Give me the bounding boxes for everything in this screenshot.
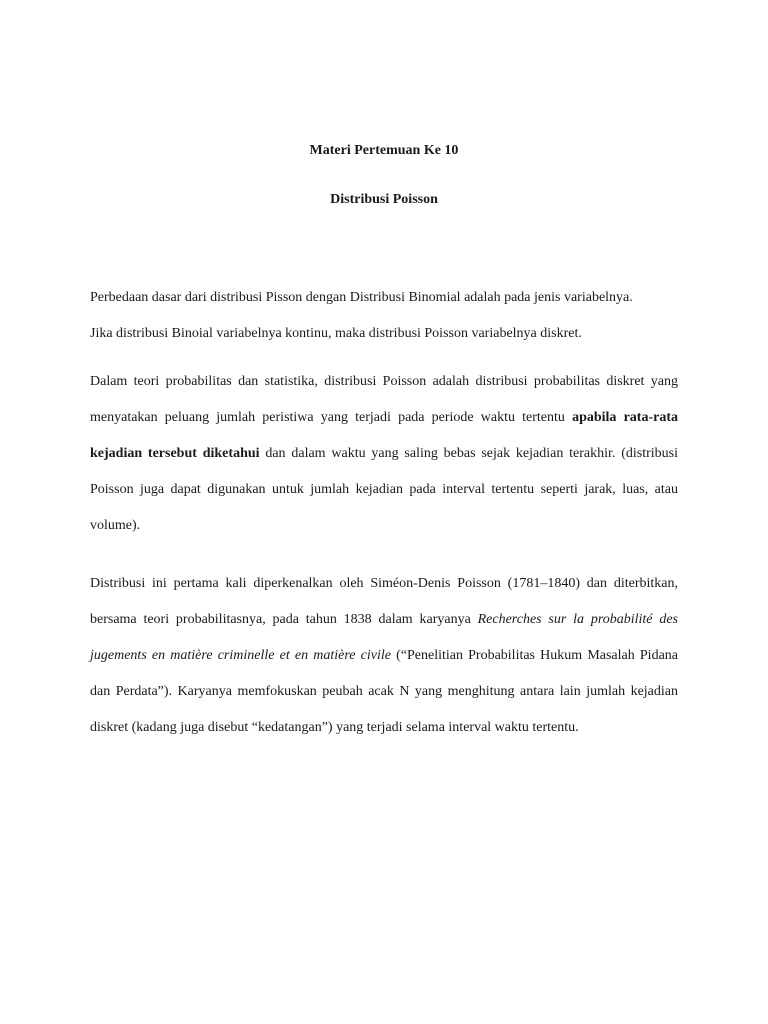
paragraph-2-text-end: dan dalam waktu yang saling bebas sejak kejadian terakhir. (distribusi Poisson juga dapat digunakan untuk jumlah kejadian pada interval tertentu seperti jarak, luas, atau volume). — [90, 446, 678, 533]
paragraph-2-bold-phrase: apabila rata-rata kejadian tersebut diketahui — [90, 410, 678, 461]
paragraph-1-line-1: Perbedaan dasar dari distribusi Pisson dengan Distribusi Binomial adalah pada jenis variabelnya. — [90, 290, 633, 305]
paragraph-2 — [90, 364, 678, 544]
paragraph-3-text-start: Distribusi ini pertama kali diperkenalkan oleh Siméon-Denis Poisson (1781–1840) dan diterbitkan, bersama teori probabilitasnya, pada tahun 1838 dalam karyanya — [90, 576, 678, 627]
paragraph-3-text-end: (“Penelitian Probabilitas Hukum Masalah Pidana dan Perdata”). Karyanya memfokuskan peubah acak N yang menghitung antara lain jumlah kejadian diskret (kadang juga disebut “kedatangan”) yang terjadi selama interval waktu tertentu. — [90, 648, 679, 735]
paragraph-3-book-title: Recherches sur la probabilité des jugements en matière criminelle et en matière civile — [90, 612, 678, 663]
document-subtitle: Distribusi Poisson — [330, 192, 438, 207]
paragraph-3 — [90, 566, 678, 746]
paragraph-1-line-2: Jika distribusi Binoial variabelnya kontinu, maka distribusi Poisson variabelnya diskret. — [90, 326, 582, 341]
document-title: Materi Pertemuan Ke 10 — [309, 143, 459, 158]
paragraph-2-text-start: Dalam teori probabilitas dan statistika, distribusi Poisson adalah distribusi probabilitas diskret yang menyatakan peluang jumlah peristiwa yang terjadi pada periode waktu tertentu — [90, 374, 678, 425]
paragraph-1 — [90, 280, 678, 352]
